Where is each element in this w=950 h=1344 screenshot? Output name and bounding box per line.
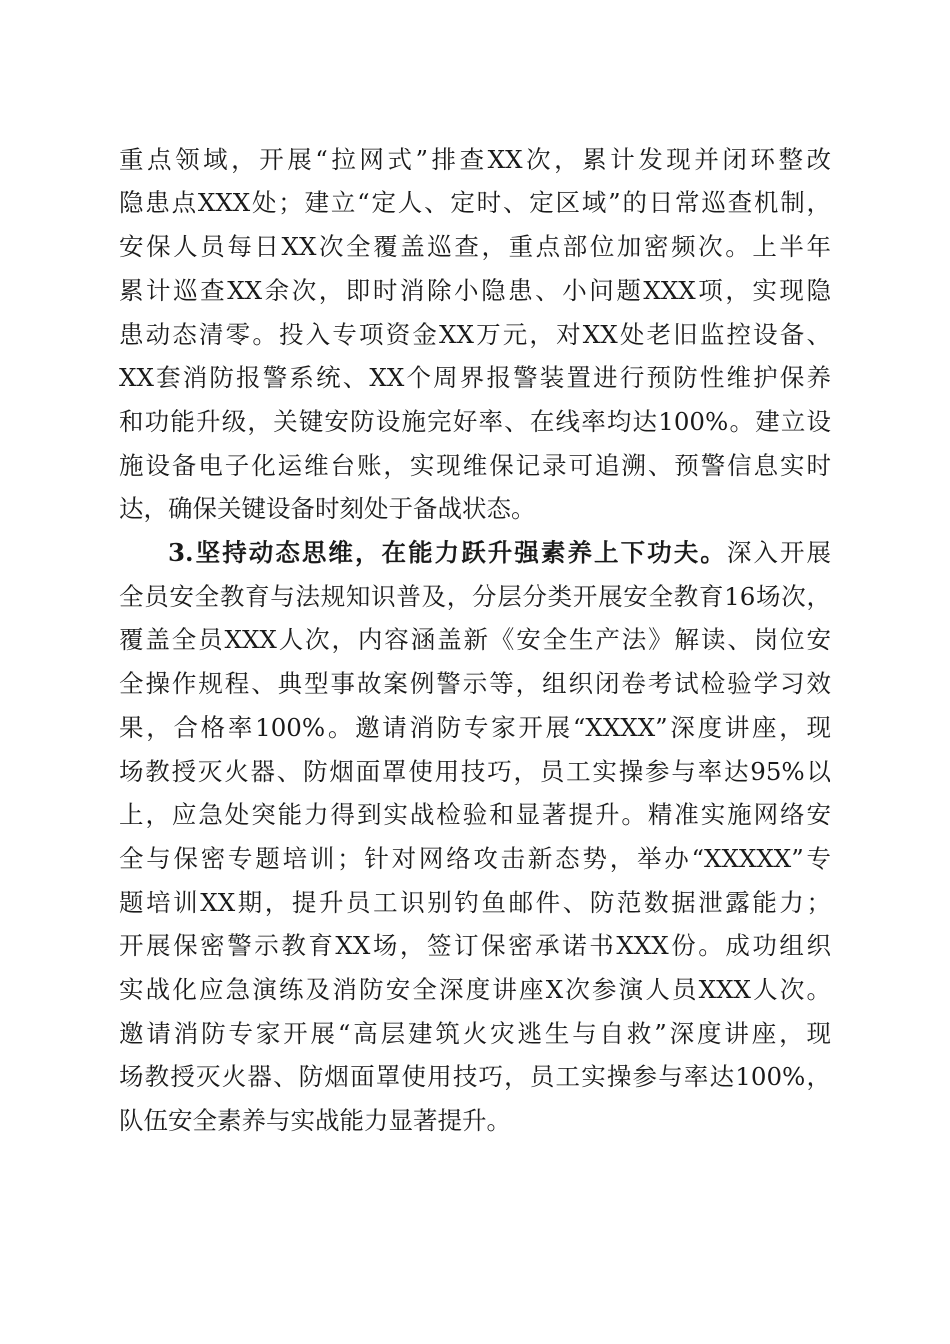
paragraph-line: 患动态清零。投入专项资金XX万元，对XX处老旧监控设备、: [119, 320, 831, 349]
section-heading: 3.坚持动态思维，在能力跃升强素养上下功夫。: [168, 538, 727, 567]
paragraph-line: 果，合格率100%。邀请消防专家开展“XXXX”深度讲座，现: [119, 713, 831, 742]
paragraph-line: 达，确保关键设备时刻处于备战状态。: [119, 494, 536, 523]
paragraph-line: 上，应急处突能力得到实战检验和显著提升。精准实施网络安: [119, 800, 831, 829]
paragraph-line: 和功能升级，关键安防设施完好率、在线率均达100%。建立设: [119, 407, 831, 436]
paragraph-line: 覆盖全员XXX人次，内容涵盖新《安全生产法》解读、岗位安: [119, 625, 831, 654]
paragraph-line: 全员安全教育与法规知识普及，分层分类开展安全教育16场次，: [119, 582, 831, 611]
paragraph-line: XX套消防报警系统、XX个周界报警装置进行预防性维护保养: [119, 363, 831, 392]
section-heading-line: [168, 533, 831, 573]
paragraph-line: 场教授灭火器、防烟面罩使用技巧，员工实操参与率达100%，: [119, 1062, 831, 1091]
paragraph-line: 全操作规程、典型事故案例警示等，组织闭卷考试检验学习效: [119, 669, 831, 698]
paragraph-line: 邀请消防专家开展“高层建筑火灾逃生与自救”深度讲座，现: [119, 1019, 831, 1048]
paragraph-line: 全与保密专题培训；针对网络攻击新态势，举办“XXXXX”专: [119, 844, 831, 873]
paragraph-line: 实战化应急演练及消防安全深度讲座X次参演人员XXX人次。: [119, 975, 831, 1004]
paragraph-line: 安保人员每日XX次全覆盖巡查，重点部位加密频次。上半年: [119, 232, 831, 261]
paragraph-line: 重点领域，开展“拉网式”排查XX次，累计发现并闭环整改: [119, 145, 831, 174]
paragraph-line: 累计巡查XX余次，即时消除小隐患、小问题XXX项，实现隐: [119, 276, 831, 305]
paragraph-line: 隐患点XXX处；建立“定人、定时、定区域”的日常巡查机制，: [119, 188, 831, 217]
paragraph-text: 深入开展: [726, 538, 832, 567]
paragraph-line: 施设备电子化运维台账，实现维保记录可追溯、预警信息实时: [119, 451, 831, 480]
paragraph-line: 队伍安全素养与实战能力显著提升。: [119, 1106, 511, 1135]
paragraph-line: 题培训XX期，提升员工识别钓鱼邮件、防范数据泄露能力；: [119, 888, 831, 917]
paragraph-line: 开展保密警示教育XX场，签订保密承诺书XXX份。成功组织: [119, 931, 831, 960]
paragraph-line: 场教授灭火器、防烟面罩使用技巧，员工实操参与率达95%以: [119, 757, 831, 786]
